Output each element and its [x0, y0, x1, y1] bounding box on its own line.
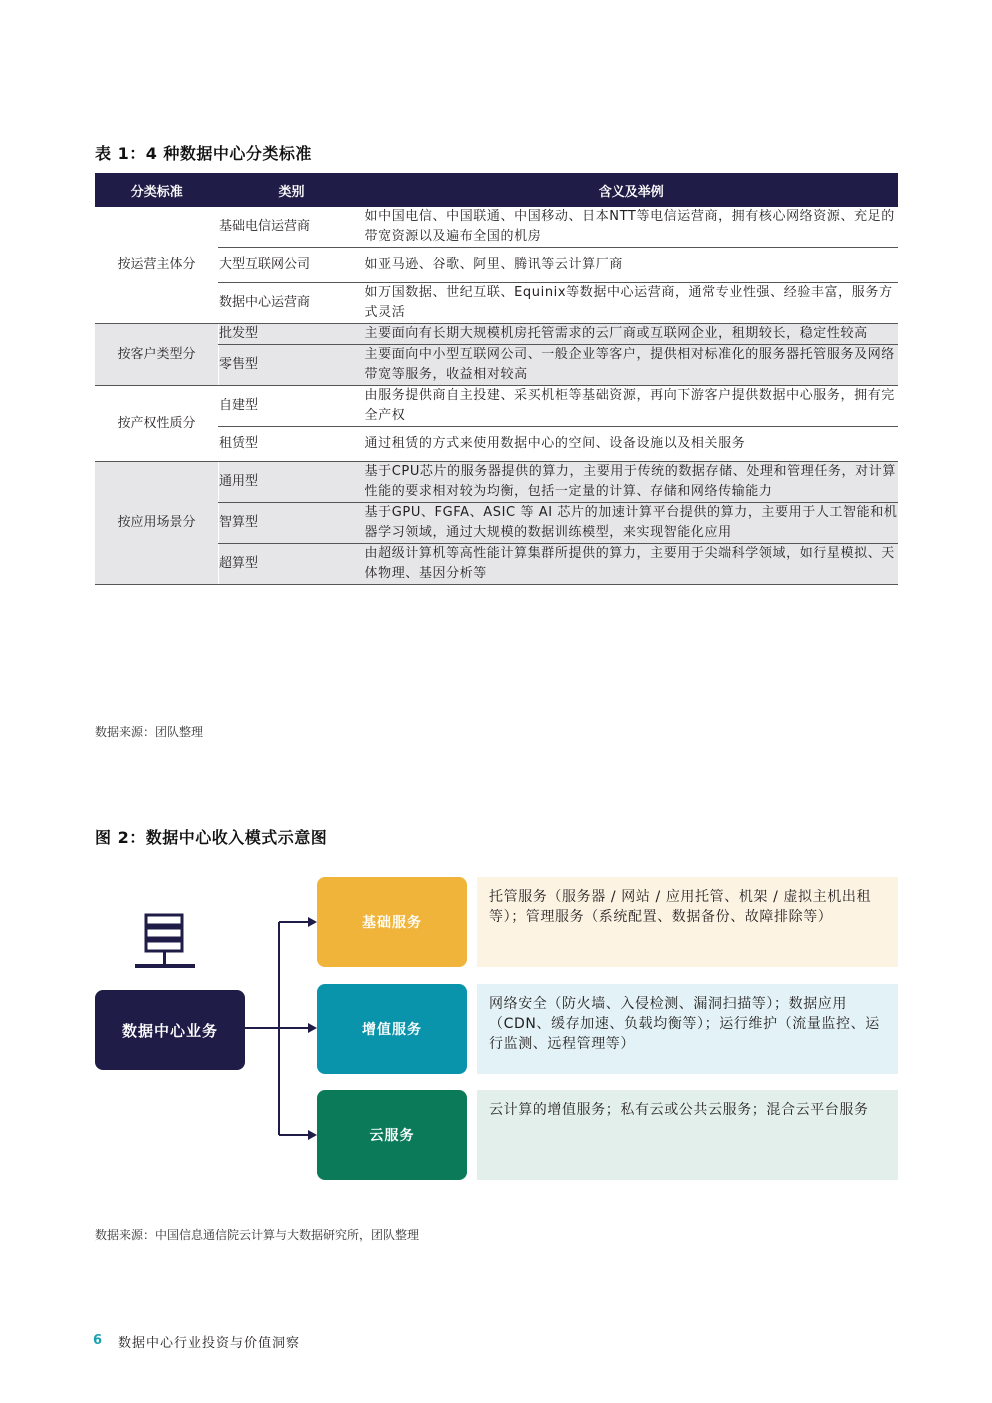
category-cell: 大型互联网公司 — [219, 248, 365, 283]
category-cell: 自建型 — [219, 386, 365, 427]
description-cell: 基于CPU芯片的服务器提供的算力，主要用于传统的数据存储、处理和管理任务，对计算性能的要求相对较为均衡，包括一定量的计算、存储和网络传输能力 — [365, 462, 899, 503]
table-header-row — [95, 173, 898, 207]
group-label: 按应用场景分 — [95, 462, 219, 585]
description-cell: 由服务提供商自主投建、采买机柜等基础资源，再向下游客户提供数据中心服务，拥有完全产权 — [365, 386, 899, 427]
description-cell: 如中国电信、中国联通、中国移动、日本NTT等电信运营商，拥有核心网络资源、充足的带宽资源以及遍布全国的机房 — [365, 207, 899, 248]
classification-table — [95, 173, 898, 585]
header-description: 含义及举例 — [365, 173, 899, 207]
category-cell: 租赁型 — [219, 427, 365, 462]
table-row — [95, 462, 898, 503]
service-desc-basic: 托管服务（服务器 / 网站 / 应用托管、机架 / 虚拟主机出租等）；管理服务（系统配置、数据备份、故障排除等） — [477, 877, 898, 967]
connector-arrows — [245, 910, 325, 1150]
description-cell: 由超级计算机等高性能计算集群所提供的算力，主要用于尖端科学领域，如行星模拟、天体物理、基因分析等 — [365, 544, 899, 585]
category-cell: 批发型 — [219, 324, 365, 345]
category-cell: 通用型 — [219, 462, 365, 503]
service-desc-cloud: 云计算的增值服务；私有云或公共云服务；混合云平台服务 — [477, 1090, 898, 1180]
service-box-value-added: 增值服务 — [317, 984, 467, 1074]
category-cell: 数据中心运营商 — [219, 283, 365, 324]
arrow-head-2 — [308, 1023, 317, 1033]
category-cell: 智算型 — [219, 503, 365, 544]
category-cell: 超算型 — [219, 544, 365, 585]
table-row — [95, 386, 898, 427]
footer-title: 数据中心行业投资与价值洞察 — [118, 1336, 301, 1351]
service-desc-value-added: 网络安全（防火墙、入侵检测、漏洞扫描等）；数据应用（CDN、缓存加速、负载均衡等）；运行维护（流量监控、运行监测、远程管理等） — [477, 984, 898, 1074]
header-category: 类别 — [219, 173, 365, 207]
description-cell: 如万国数据、世纪互联、Equinix等数据中心运营商，通常专业性强、经验丰富，服务方式灵活 — [365, 283, 899, 324]
table-caption: 表 1：4 种数据中心分类标准 — [95, 144, 312, 163]
page-number: 6 — [93, 1333, 103, 1348]
category-cell: 基础电信运营商 — [219, 207, 365, 248]
service-box-cloud: 云服务 — [317, 1090, 467, 1180]
figure-caption: 图 2：数据中心收入模式示意图 — [95, 828, 328, 847]
description-cell: 主要面向有长期大规模机房托管需求的云厂商或互联网企业，租期较长，稳定性较高 — [365, 324, 899, 345]
arrow-head-3 — [308, 1130, 317, 1140]
figure-source-note: 数据来源：中国信息通信院云计算与大数据研究所，团队整理 — [95, 1228, 420, 1242]
group-label: 按客户类型分 — [95, 324, 219, 386]
table-row — [95, 324, 898, 345]
description-cell: 基于GPU、FGFA、ASIC 等 AI 芯片的加速计算平台提供的算力，主要用于人工智能和机器学习领域，通过大规模的数据训练模型，来实现智能化应用 — [365, 503, 899, 544]
table-source-note: 数据来源：团队整理 — [95, 725, 204, 739]
group-label: 按产权性质分 — [95, 386, 219, 462]
group-label: 按运营主体分 — [95, 207, 219, 324]
main-business-box: 数据中心业务 — [95, 990, 245, 1070]
arrow-head-1 — [308, 917, 317, 927]
header-standard: 分类标准 — [95, 173, 219, 207]
service-box-basic: 基础服务 — [317, 877, 467, 967]
description-cell: 通过租赁的方式来使用数据中心的空间、设备设施以及相关服务 — [365, 427, 899, 462]
table-row — [95, 207, 898, 248]
description-cell: 主要面向中小型互联网公司、一般企业等客户，提供相对标准化的服务器托管服务及网络带宽等服务，收益相对较高 — [365, 345, 899, 386]
description-cell: 如亚马逊、谷歌、阿里、腾讯等云计算厂商 — [365, 248, 899, 283]
server-icon — [134, 913, 196, 973]
category-cell: 零售型 — [219, 345, 365, 386]
